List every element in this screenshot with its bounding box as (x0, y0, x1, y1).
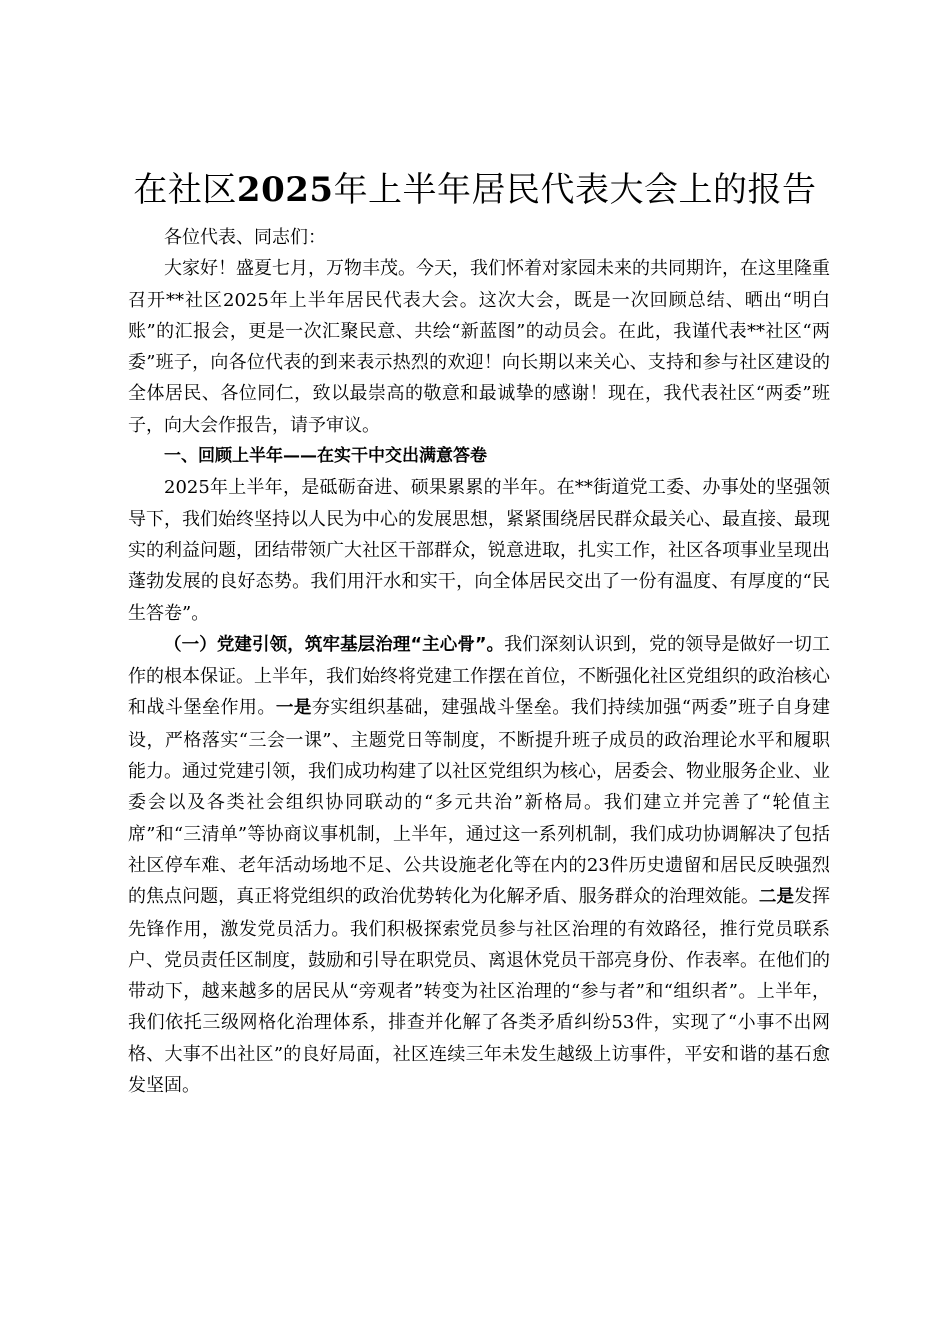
party-text-c: 发挥先锋作用，激发党员活力。我们积极探索党员参与社区治理的有效路径，推行党员联系户、党员责任区制度，鼓励和引导在职党员、离退休党员干部亮身份、作表率。在他们的带动下，越来越多的居民从“旁观者”转变为社区治理的“参与者”和“组织者”。上半年，我们依托三级网格化治理体系，排查并化解了各类矛盾纠纷53件，实现了“小事不出网格、大事不出社区”的良好局面，社区连续三年未发生越级上访事件，平安和谐的基石愈发坚固。 (128, 886, 831, 1097)
party-text-b: 夯实组织基础，建强战斗堡垒。我们持续加强“两委”班子自身建设，严格落实“三会一课”、主题党日等制度，不断提升班子成员的政治理论水平和履职能力。通过党建引领，我们成功构建了以社区党组织为核心，居委会、物业服务企业、业委会以及各类社会组织协同联动的“多元共治”新格局。我们建立并完善了“轮值主席”和“三清单”等协商议事机制，上半年，通过这一系列机制，我们成功协调解决了包括社区停车难、老年活动场地不足、公共设施老化等在内的23件历史遗留和居民反映强烈的焦点问题，真正将党组织的政治优势转化为化解矛盾、服务群众的治理效能。 (128, 697, 831, 908)
sub-heading-1: （一）党建引领，筑牢基层治理“主心骨”。 (164, 634, 505, 655)
title-prefix: 在社区 (133, 170, 237, 210)
salutation: 各位代表、同志们： (164, 227, 326, 248)
review-paragraph: 2025年上半年，是砥砺奋进、硕果累累的半年。在**街道党工委、办事处的坚强领导下，我们始终坚持以人民为中心的发展思想，紧紧围绕居民群众最关心、最直接、最现实的利益问题，团结带领广大社区干部群众，锐意进取，扎实工作，社区各项事业呈现出蓬勃发展的良好态势。我们用汗水和实干，向全体居民交出了一份有温度、有厚度的“民生答卷”。 (128, 477, 830, 624)
party-building-paragraph (128, 629, 830, 1101)
title-suffix: 年上半年居民代表大会上的报告 (333, 170, 817, 210)
document-body (128, 222, 830, 1101)
section-heading-1: 一、回顾上半年——在实干中交出满意答卷 (164, 446, 487, 467)
label-one: 一是 (275, 698, 312, 719)
party-text-a: 我们深刻认识到，党的领导是做好一切工作的根本保证。上半年，我们始终将党建工作摆在首位，不断强化社区党组织的政治核心和战斗堡垒作用。 (128, 633, 830, 719)
document-title (100, 165, 850, 215)
title-year: 2025 (236, 170, 334, 210)
intro-paragraph: 大家好！盛夏七月，万物丰茂。今天，我们怀着对家园未来的共同期许，在这里隆重召开**社区2025年上半年居民代表大会。这次大会，既是一次回顾总结、晒出“明白账”的汇报会，更是一次汇聚民意、共绘“新蓝图”的动员会。在此，我谨代表**社区“两委”班子，向各位代表的到来表示热烈的欢迎！向长期以来关心、支持和参与社区建设的全体居民、各位同仁，致以最崇高的敬意和最诚挚的感谢！现在，我代表社区“两委”班子，向大会作报告，请予审议。 (128, 258, 830, 436)
label-two: 二是 (758, 887, 794, 908)
